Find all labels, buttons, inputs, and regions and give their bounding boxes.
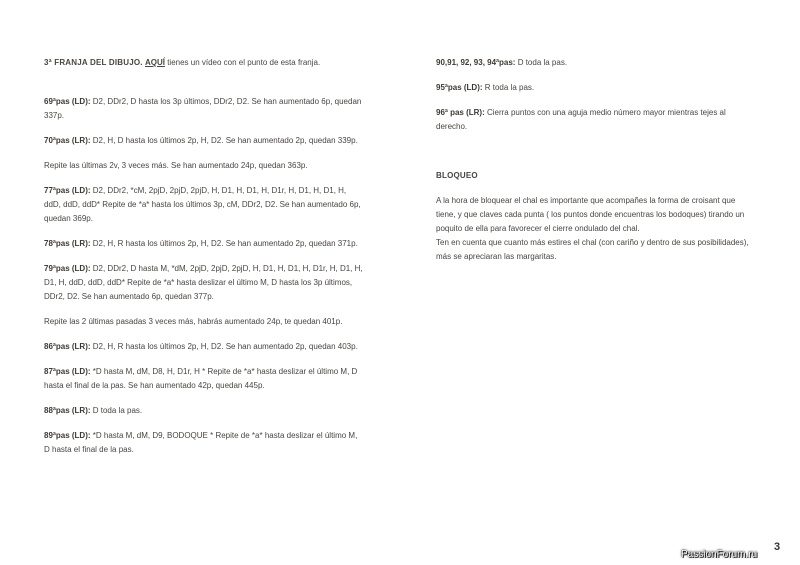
instruction-paragraph	[44, 365, 364, 393]
row-text: Cierra puntos con una aguja medio número mayor mientras tejes al derecho.	[436, 108, 726, 131]
row-text: D2, H, D hasta los últimos 2p, H, D2. Se han aumentado 2p, quedan 339p.	[90, 136, 358, 145]
watermark: PassionForum.ru	[681, 549, 758, 560]
instruction-paragraph	[44, 315, 364, 329]
row-text: R toda la pas.	[482, 83, 535, 92]
row-label: 79ªpas (LD):	[44, 264, 91, 273]
video-link[interactable]: AQUÍ	[144, 58, 165, 67]
row-text: Repite las 2 últimas pasadas 3 veces más, habrás aumentado 24p, te quedan 401p.	[44, 317, 343, 326]
right-column	[436, 56, 756, 264]
right-instructions	[436, 56, 756, 134]
instruction-paragraph	[44, 262, 364, 304]
instruction-paragraph	[436, 56, 756, 70]
row-text: *D hasta M, dM, D8, H, D1r, H * Repite de *a* hasta deslizar el último M, D hasta el final de la pas. Se han aumentado 42p, quedan 445p.	[44, 367, 358, 390]
row-label: 77ªpas (LD):	[44, 186, 91, 195]
row-label: 86ªpas (LR):	[44, 342, 91, 351]
page-number: 3	[774, 541, 781, 553]
left-instructions	[44, 95, 364, 457]
row-text: D2, DDr2, *cM, 2pjD, 2pjD, 2pjD, H, D1, H, D1, H, D1r, H, D1, H, D1, H, ddD, ddD, ddD* Repite de *a* hasta los últimos 3p, cM, DDr2, D2. Se han aumentado 6p, quedan 369p.	[44, 186, 361, 223]
instruction-paragraph	[44, 340, 364, 354]
row-label: 95ªpas (LD):	[436, 83, 483, 92]
left-column	[44, 56, 364, 468]
row-text: D2, H, R hasta los últimos 2p, H, D2. Se han aumentado 2p, quedan 403p.	[90, 342, 358, 351]
row-label: 78ªpas (LR):	[44, 239, 91, 248]
row-label: 69ªpas (LD):	[44, 97, 91, 106]
instruction-paragraph	[44, 159, 364, 173]
row-text: D toda la pas.	[90, 406, 143, 415]
instruction-paragraph	[44, 95, 364, 123]
instruction-paragraph	[44, 134, 364, 148]
instruction-paragraph	[436, 81, 756, 95]
row-label: 89ªpas (LD):	[44, 431, 91, 440]
row-label: 87ªpas (LD):	[44, 367, 91, 376]
instruction-paragraph	[44, 429, 364, 457]
row-label: 90,91, 92, 93, 94ªpas:	[436, 58, 516, 67]
row-label: 96ª pas (LR):	[436, 108, 485, 117]
row-label: 88ªpas (LR):	[44, 406, 91, 415]
row-text: D2, H, R hasta los últimos 2p, H, D2. Se han aumentado 2p, quedan 371p.	[90, 239, 358, 248]
section-heading: 3ª FRANJA DEL DIBUJO. AQUÍ tienes un vídeo con el punto de esta franja.	[44, 58, 321, 67]
instruction-paragraph	[44, 404, 364, 418]
instruction-paragraph	[436, 106, 756, 134]
row-text: D2, DDr2, D hasta M, *dM, 2pjD, 2pjD, 2pjD, H, D1, H, D1, H, D1r, H, D1, H, D1, H, ddD, ddD, ddD* Repite de *a* hasta deslizar el último M, D hasta los 3p últimos, DDr2, D2. Se han aumentado 6p, quedan 377p.	[44, 264, 363, 301]
instruction-paragraph	[44, 184, 364, 226]
row-label: 70ªpas (LR):	[44, 136, 91, 145]
bloqueo-title: BLOQUEO	[436, 171, 478, 180]
instruction-paragraph	[44, 237, 364, 251]
row-text: D toda la pas.	[515, 58, 568, 67]
row-text: D2, DDr2, D hasta los 3p últimos, DDr2, D2. Se han aumentado 6p, quedan 337p.	[44, 97, 362, 120]
bloqueo-text: A la hora de bloquear el chal es importante que acompañes la forma de croisant que tiene, y que claves cada punta ( los puntos donde encuentras los bodoques) tirando un poquito de ella para favorecer el cierre ondulado del chal. Ten en cuenta que cuanto más estires el chal (con cariño y dentro de sus posibilidades), más se apreciaran las margaritas.	[436, 196, 749, 261]
row-text: Repite las últimas 2v, 3 veces más. Se han aumentado 24p, quedan 363p.	[44, 161, 308, 170]
row-text: *D hasta M, dM, D9, BODOQUE * Repite de *a* hasta deslizar el último M, D hasta el final de la pas.	[44, 431, 358, 454]
